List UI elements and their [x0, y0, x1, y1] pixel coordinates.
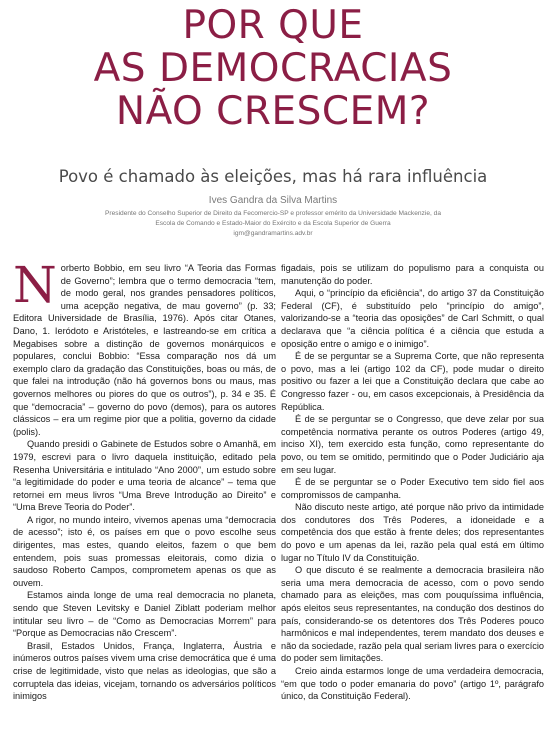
- paragraph: Não discuto neste artigo, até porque não privo da intimidade dos condutores dos Três Poderes, a idoneidade e a competência dos que estão à frente deles; dos representantes do povo e um apenas da lei, razão pela qual está em último lugar no Título IV da Constituição.: [281, 502, 544, 563]
- paragraph: Quando presidi o Gabinete de Estudos sobre o Amanhã, em 1979, escrevi para o livro daquela instituição, editado pela Resenha Universitária e intitulado “Ano 2000”, um estudo sobre “a legitimidade do poder e uma teoria de alcance” – tema que retornei em meus livros “Uma Breve Introdução ao Direito” e “Uma Breve Teoria do Poder”.: [13, 439, 276, 513]
- paragraph: O que discuto é se realmente a democracia brasileira não seria uma mera democracia de acesso, com o povo sendo chamado para as eleições, mas com pouquíssima influência, após eleitos seus representantes, na condução dos destinos do país, considerando-se os detentores dos Três Poderes pouco harmônicos e mal independentes, terem mandato dos deuses e não da sociedade, razão pela qual seriam livres para o exercício do poder sem limitações.: [281, 565, 544, 664]
- paragraph-text: orberto Bobbio, em seu livro “A Teoria das Formas de Governo”; lembra que o termo democracia “tem, de modo geral, nos grandes pensadores políticos, uma acepção negativa, de mau governo” (p. 33; Editora Universidade de Brasília, 1976). Após citar Otanes, Dano, 1. Ieródoto e Aristóteles, e lastreando-se em crítica a Megabises sobre a distinção de governos monárquicos e populares, conclui Bobbio: “Essa comparação nos dá um exemplo claro da gradação das Constituições, boas ou más, de que falei na introdução (não há governos bons ou maus, mas governos melhores ou piores do que os outros”), p. 34 e 35. É que “democracia” – governo do povo (demos), para os autores clássicos – era um regime pior que a politia, governo da cidade (polis).: [13, 263, 276, 437]
- author-name: Ives Gandra da Silva Martins: [208, 195, 338, 206]
- article-title: [0, 4, 546, 133]
- right-column: [281, 262, 544, 703]
- title-line: AS DEMOCRACIAS: [93, 46, 453, 91]
- paragraph: Aqui, o “princípio da eficiência”, do artigo 37 da Constituição Federal (CF), é substituído pelo “princípio do amigo”, valorizando-se a “teoria das oposições” de Carl Schmitt, o qual declarava que “a ciência política é a ciência que estuda a oposição entre o amigo e o inimigo”.: [281, 288, 544, 349]
- paragraph: É de se perguntar se o Poder Executivo tem sido fiel aos compromissos de campanha.: [281, 477, 544, 500]
- paragraph: É de se perguntar se a Suprema Corte, que não representa o povo, mas a lei (artigo 102 da CF), pode mudar o direito positivo ou fazer a lei que a Constituição declara que cabe ao Congresso fazer - ou, em casos excepcionais, à Presidência da República.: [281, 351, 544, 412]
- paragraph: [13, 256, 276, 438]
- article-subtitle: Povo é chamado às eleições, mas há rara influência: [58, 167, 488, 186]
- paragraph: Creio ainda estarmos longe de uma verdadeira democracia, “em que todo o poder emanaria do povo” (artigo 1º, parágrafo único, da Constituição Federal).: [281, 666, 544, 702]
- paragraph: Estamos ainda longe de uma real democracia no planeta, sendo que Steven Levitsky e Daniel Ziblatt poderiam melhor intitular seu livro – de “Como as Democracias Morrem” para “Porque as Democracias não Crescem”.: [13, 590, 276, 639]
- title-line: NÃO CRESCEM?: [115, 89, 431, 134]
- left-column: [13, 256, 276, 703]
- drop-cap: N: [13, 256, 57, 314]
- paragraph: figadais, pois se utilizam do populismo para a conquista ou manutenção do poder.: [281, 263, 544, 286]
- author-email: igm@gandramartins.adv.br: [233, 230, 313, 237]
- paragraph: Brasil, Estados Unidos, França, Inglaterra, Áustria e inúmeros outros países vivem uma crise democrática que é uma crise de legitimidade, visto que nelas as ideologias, que são a corruptela das ideias, vicejam, tornando os adversários políticos inimigos: [13, 640, 276, 702]
- paragraph: É de se perguntar se o Congresso, que deve zelar por sua competência normativa perante os outros Poderes (artigo 49, inciso XI), tem exercido esta função, como representante do povo, ou tem se omitido, permitindo que o Poder Judiciário aja em seu lugar.: [281, 414, 544, 475]
- author-credits: Presidente do Conselho Superior de Direito da Fecomercio-SP e professor emérito da Universidade Mackenzie, da Escola de Comando e Estado-Maior do Exército e da Escola Superior de Guerra: [105, 210, 441, 227]
- paragraph: A rigor, no mundo inteiro, vivemos apenas uma “democracia de acesso”; isto é, os países em que o povo escolhe seus dirigentes, mas estes, quando eleitos, fazem o que bem entendem, pois suas promessas eleitorais, como dizia o saudoso Roberto Campos, comprometem apenas os que as ouvem.: [13, 514, 276, 588]
- title-line: POR QUE: [182, 3, 364, 48]
